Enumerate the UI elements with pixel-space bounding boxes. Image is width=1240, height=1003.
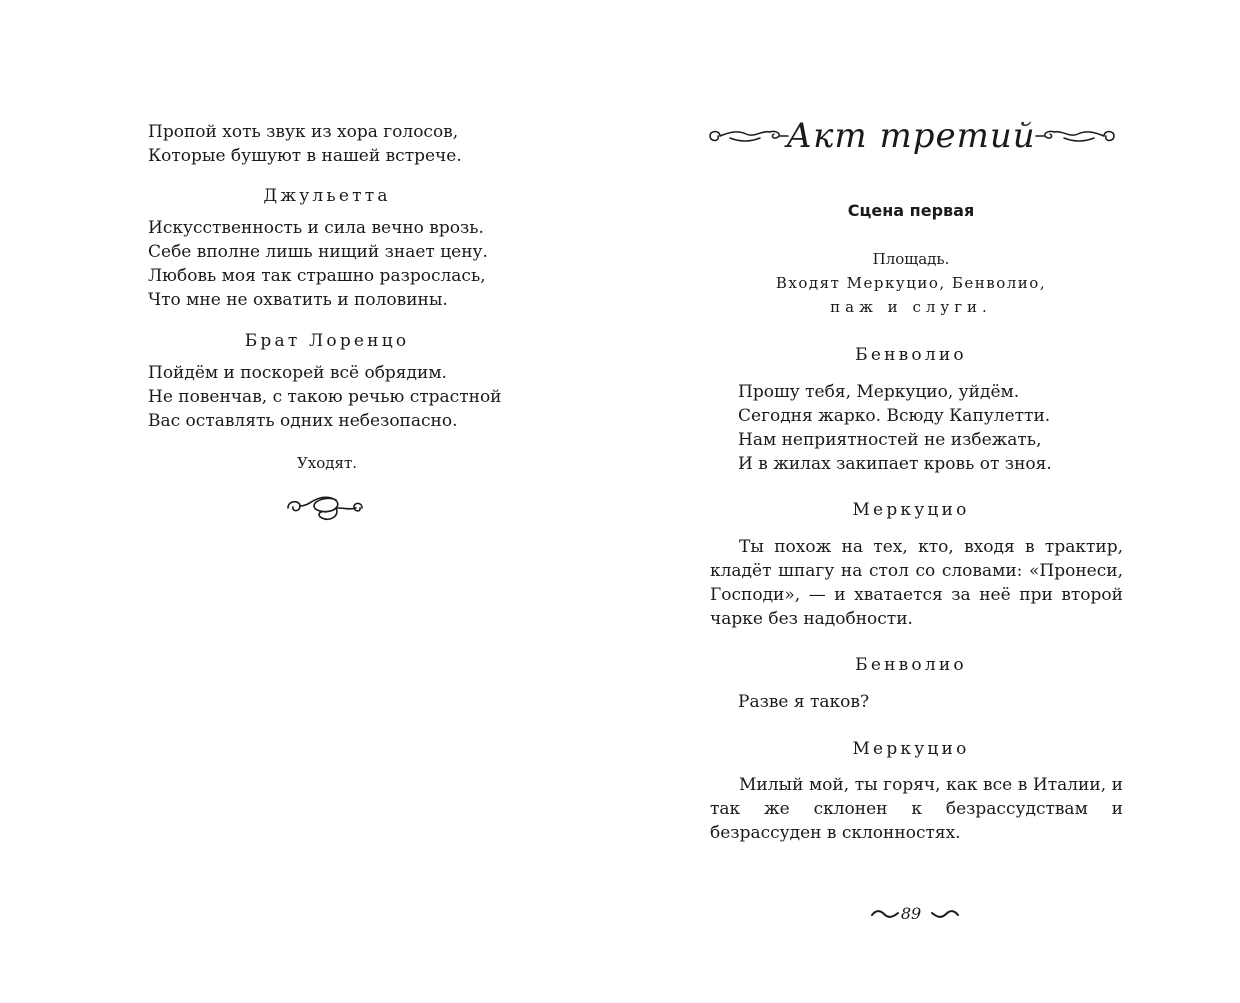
speaker-mercutio: Меркуцио <box>852 739 970 759</box>
verse-line: Нам неприятностей не избежать, <box>738 430 1042 450</box>
verse-line: Разве я таков? <box>738 692 870 712</box>
verse-line: Пропой хоть звук из хора голосов, <box>148 122 459 142</box>
verse-line: Пойдём и поскорей всё обрядим. <box>148 363 447 383</box>
scene-title: Сцена первая <box>847 201 975 220</box>
stage-direction: паж и слуги. <box>830 298 992 316</box>
prose-paragraph: Милый мой, ты горяч, как все в Италии, и так же склонен к безрассудствам и безрассуден в склонностях. <box>710 775 1123 843</box>
right-page <box>620 0 1240 1003</box>
verse-line: Искусственность и сила вечно врозь. <box>148 218 484 238</box>
speaker-juliet: Джульетта <box>263 186 391 206</box>
speaker-mercutio: Меркуцио <box>852 500 970 520</box>
tilde-ornament-icon <box>930 908 960 920</box>
verse-line: Вас оставлять одних небезопасно. <box>148 411 458 431</box>
flourish-ornament-icon <box>284 488 366 528</box>
verse-line: Любовь моя так страшно разрослась, <box>148 266 486 286</box>
verse-line: Сегодня жарко. Всюду Капулетти. <box>738 406 1051 426</box>
stage-direction-exit: Уходят. <box>296 454 358 472</box>
verse-line: Которые бушуют в нашей встрече. <box>148 146 462 166</box>
scroll-ornament-icon <box>1034 122 1118 150</box>
stage-direction: Входят Меркуцио, Бенволио, <box>775 274 1047 292</box>
act-title: Акт третий <box>786 116 1036 156</box>
verse-line: Себе вполне лишь нищий знает цену. <box>148 242 488 262</box>
verse-line: Не повенчав, с такою речью страстной <box>148 387 502 407</box>
verse-line: Что мне не охватить и половины. <box>148 290 448 310</box>
speaker-lorenzo: Брат Лоренцо <box>244 331 410 351</box>
page-number: 89 <box>900 904 922 923</box>
speaker-benvolio: Бенволио <box>855 345 967 365</box>
stage-direction: Площадь. <box>872 250 950 268</box>
verse-line: Прошу тебя, Меркуцио, уйдём. <box>738 382 1020 402</box>
speaker-benvolio: Бенволио <box>855 655 967 675</box>
verse-line: И в жилах закипает кровь от зноя. <box>738 454 1052 474</box>
prose-paragraph: Ты похож на тех, кто, входя в трактир, кладёт шпагу на стол со словами: «Пронеси, Господи», — и хватается за неё при второй чарке без надобности. <box>710 537 1123 629</box>
